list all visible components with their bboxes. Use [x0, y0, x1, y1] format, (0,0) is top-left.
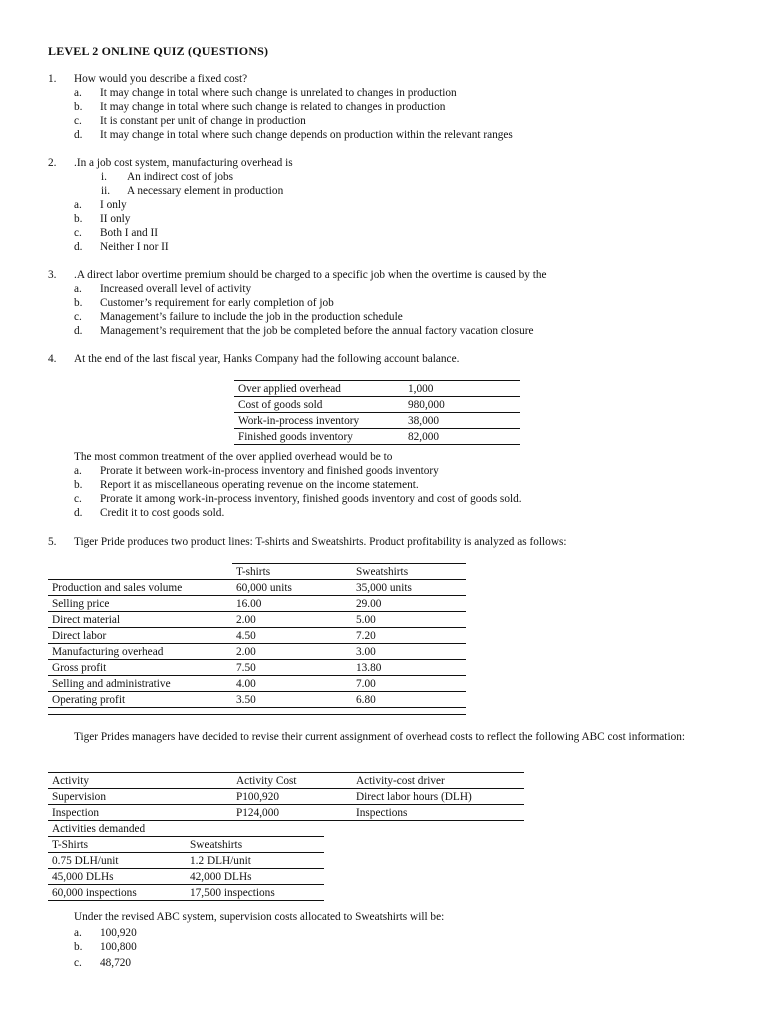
document-page: LEVEL 2 ONLINE QUIZ (QUESTIONS) 1. How would you describe a fixed cost? a. It may change in total where such change is unrelated to changes in production b. It may change in total where such change is related to changes in production c. It is constant per unit of change in production d. It may change in total where such change depends on production within the relevant ranges 2. .In a job cost system, manufacturing overhead is i. An indirect cost of jobs ii. A necessary element in production a. I only b. II only c. Both I and II d. Neither I nor II 3. .A direct labor overtime premium should be charged to a specific job when the overtime is caused by the a. Increased overall level of activity b. Customer’s requirement for early completion of job c. Management’s failure to include the job in the production schedule d. Management’s requirement that the job be completed before the annual factory vacation closure 4. At the end of the last fiscal year, Hanks Company had the following account balance. Over applied overhead 1,000 Cost of goods sold 980,000 Work-in-process inventory 38,000 Finished goods inventory 82,000 The most common treatment of the over applied overhead would be to a. Prorate it between work-in-process inventory and finished goods inventory b. Report it as miscellaneous operating revenue on the income statement. c. Prorate it among work-in-process inventory, finished goods inventory and cost of goods sold. d. Credit it to cost goods sold. 5. Tiger Pride produces two product lines: T-shirts and Sweatshirts. Product profitability is analyzed as follows: T-shirts Sweatshirts Production and sales volume 60,000 units 35,000 units Selling price 16.00 29.00 Direct material 2.00 5.00 Direct labor 4.50 7.20 Manufacturing overhead 2.00 3.00 Gross profit 7.50 13.80 Selling and administrative 4.00 7.00 Operating profit 3.50 6.80 Tiger Prides managers have decided to revise their current assignment of overhead costs to reflect the following ABC cost information: Activity Activity Cost Activity-cost driver Supervision P100,920 Direct labor hours (DLH) Inspection P124,000 Inspections Activities demanded T-Shirts Sweatshirts 0.75 DLH/unit 1.2 DLH/unit 45,000 DLHs 42,000 DLHs 60,000 inspections 17,500 inspections Under the revised ABC system, supervision costs allocated to Sweatshirts will be: a. 100,920 b. 100,800 c. 48,720	[0, 0, 768, 1024]
question-4-followup: The most common treatment of the over applied overhead would be to	[74, 451, 393, 463]
question-text: Tiger Pride produces two product lines: T-shirts and Sweatshirts. Product profitability is analyzed as follows:	[74, 536, 567, 548]
table-row: Operating profit 3.50 6.80	[48, 692, 466, 708]
page-title: LEVEL 2 ONLINE QUIZ (QUESTIONS)	[48, 44, 269, 58]
table-header-row: T-shirts Sweatshirts	[48, 564, 466, 580]
table-row: Selling and administrative 4.00 7.00	[48, 676, 466, 692]
table-header-row: T-Shirts Sweatshirts	[48, 837, 324, 853]
question-text: How would you describe a fixed cost?	[74, 73, 248, 85]
abc-intro-paragraph: Tiger Prides managers have decided to revise their current assignment of overhead costs to reflect the following ABC cost information:	[74, 731, 686, 743]
question-number: 3.	[48, 269, 57, 281]
table-divider	[48, 714, 466, 715]
table-row: 0.75 DLH/unit 1.2 DLH/unit	[48, 853, 324, 869]
table-row: Gross profit 7.50 13.80	[48, 660, 466, 676]
account-balance-table	[234, 380, 520, 445]
table-row: Supervision P100,920 Direct labor hours (DLH)	[48, 789, 524, 805]
table-row: 45,000 DLHs 42,000 DLHs	[48, 869, 324, 885]
question-number: 5.	[48, 536, 57, 548]
question-5-prompt: Under the revised ABC system, supervision costs allocated to Sweatshirts will be:	[74, 911, 445, 923]
table-row: 60,000 inspections 17,500 inspections	[48, 885, 324, 901]
table-header-row: Activity Activity Cost Activity-cost driver	[48, 773, 524, 789]
table-row: Work-in-process inventory 38,000	[234, 413, 520, 429]
table-title-row: Activities demanded	[48, 821, 324, 837]
table-row: Manufacturing overhead 2.00 3.00	[48, 644, 466, 660]
question-number: 4.	[48, 353, 57, 365]
question-text: At the end of the last fiscal year, Hanks Company had the following account balance.	[74, 353, 460, 365]
table-row: Over applied overhead 1,000	[234, 381, 520, 397]
table-row: Production and sales volume 60,000 units 35,000 units	[48, 580, 466, 596]
abc-cost-table	[48, 772, 524, 821]
question-text: .In a job cost system, manufacturing overhead is	[74, 157, 293, 169]
activities-demanded-table	[48, 820, 324, 901]
question-number: 2.	[48, 157, 57, 169]
table-row: Inspection P124,000 Inspections	[48, 805, 524, 821]
question-text: .A direct labor overtime premium should be charged to a specific job when the overtime is caused by the	[74, 269, 547, 281]
table-row: Direct labor 4.50 7.20	[48, 628, 466, 644]
table-row: Cost of goods sold 980,000	[234, 397, 520, 413]
table-row: Direct material 2.00 5.00	[48, 612, 466, 628]
table-row: Finished goods inventory 82,000	[234, 429, 520, 445]
product-profitability-table	[48, 563, 466, 708]
table-row: Selling price 16.00 29.00	[48, 596, 466, 612]
question-number: 1.	[48, 73, 57, 85]
